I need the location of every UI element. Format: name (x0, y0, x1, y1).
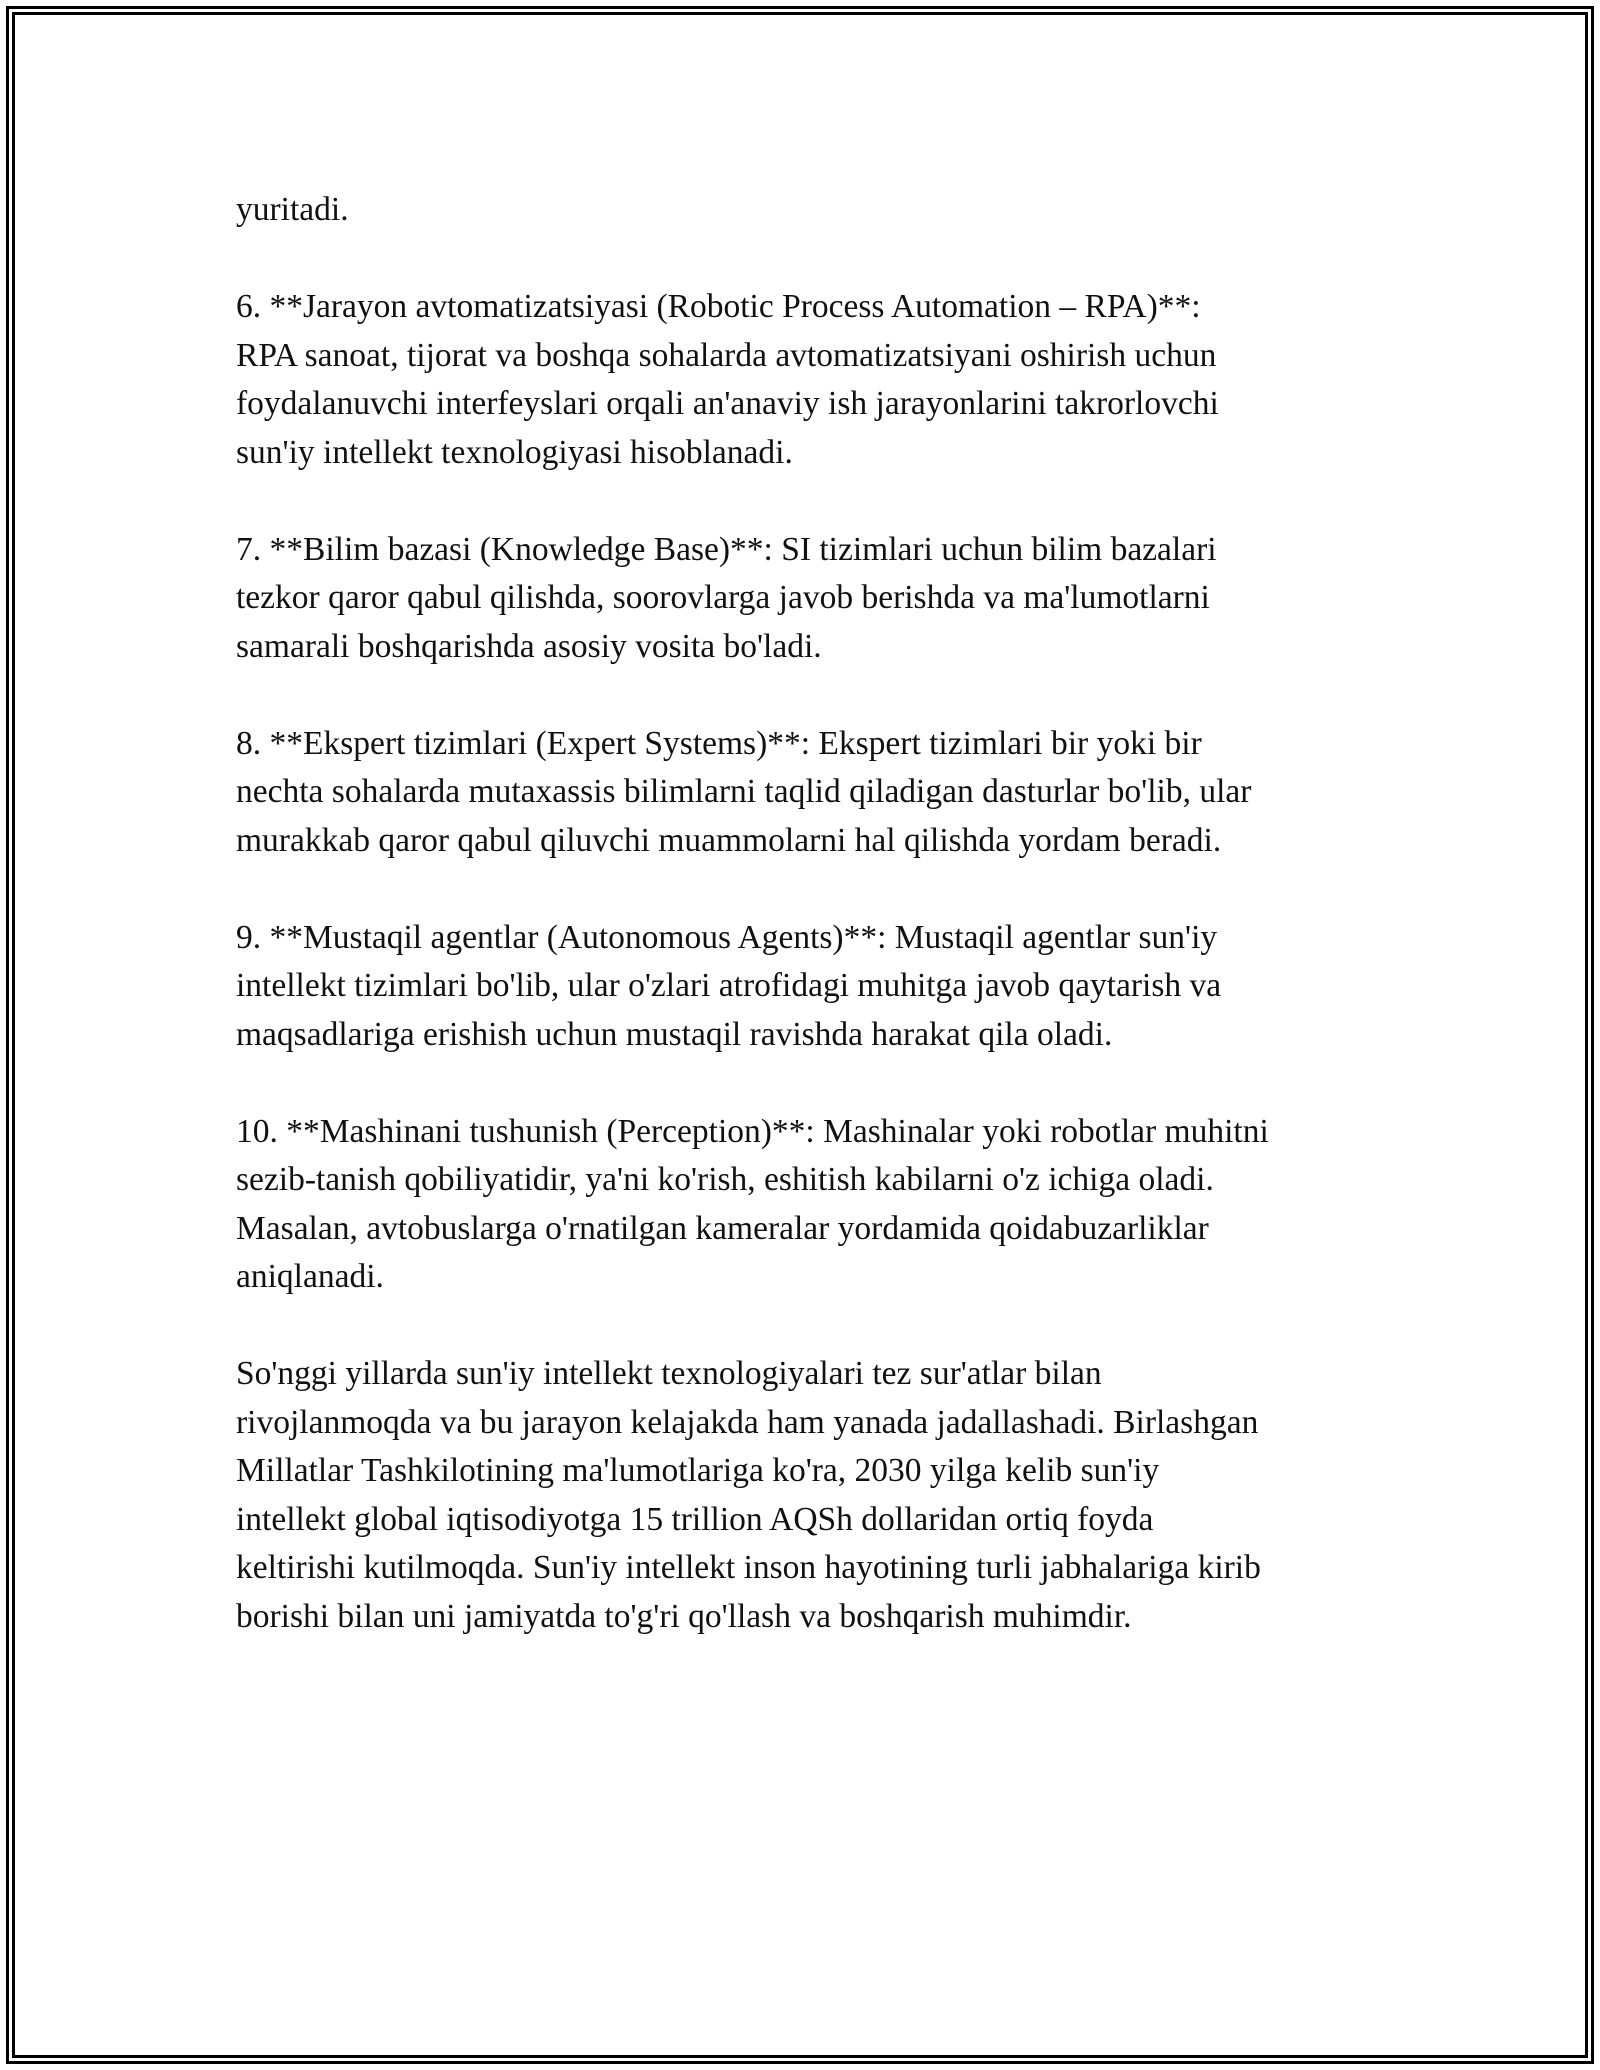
text-line: murakkab qaror qabul qiluvchi muammolarni hal qilishda yordam beradi. (236, 821, 1222, 859)
text-line: 10. **Mashinani tushunish (Perception)**: Mashinalar yoki robotlar muhitni (236, 1112, 1269, 1150)
text-line: RPA sanoat, tijorat va boshqa sohalarda avtomatizatsiyani oshirish uchun (236, 336, 1217, 374)
paragraph-continuation (236, 186, 1386, 235)
text-line: samarali boshqarishda asosiy vosita bo'ladi. (236, 627, 822, 665)
text-line: intellekt tizimlari bo'lib, ular o'zlari atrofidagi muhitga javob qaytarish va (236, 967, 1222, 1004)
text-line: aniqlanadi. (236, 1258, 384, 1295)
text-line: sezib-tanish qobiliyatidir, ya'ni ko'rish, eshitish kabilarni o'z ichiga oladi. (236, 1161, 1214, 1198)
text-line: So'nggi yillarda sun'iy intellekt texnologiyalari tez sur'atlar bilan (236, 1355, 1102, 1392)
text-line: yuritadi. (236, 191, 349, 228)
text-line: 7. **Bilim bazasi (Knowledge Base)**: SI tizimlari uchun bilim bazalari (236, 530, 1217, 568)
text-line: maqsadlariga erishish uchun mustaqil ravishda harakat qila oladi. (236, 1015, 1113, 1053)
paragraph-item-10-perception (236, 1108, 1386, 1302)
text-line: intellekt global iqtisodiyotga 15 trillion AQSh dollaridan ortiq foyda (236, 1500, 1154, 1538)
text-line: 6. **Jarayon avtomatizatsiyasi (Robotic Process Automation – RPA)**: (236, 288, 1201, 325)
text-line: sun'iy intellekt texnologiyasi hisoblanadi. (236, 433, 793, 471)
paragraph-item-6-rpa (236, 283, 1386, 477)
paragraph-item-9-autonomous-agents (236, 914, 1386, 1060)
text-line: 9. **Mustaqil agentlar (Autonomous Agents)**: Mustaqil agentlar sun'iy (236, 918, 1218, 956)
text-line: borishi bilan uni jamiyatda to'g'ri qo'llash va boshqarish muhimdir. (236, 1597, 1132, 1635)
text-line: foydalanuvchi interfeyslari orqali an'anaviy ish jarayonlarini takrorlovchi (236, 385, 1219, 422)
text-line: Millatlar Tashkilotining ma'lumotlariga ko'ra, 2030 yilga kelib sun'iy (236, 1452, 1160, 1489)
text-line: Masalan, avtobuslarga o'rnatilgan kameralar yordamida qoidabuzarliklar (236, 1209, 1209, 1247)
text-line: nechta sohalarda mutaxassis bilimlarni taqlid qiladigan dasturlar bo'lib, ular (236, 773, 1252, 810)
text-line: rivojlanmoqda va bu jarayon kelajakda ham yanada jadallashadi. Birlashgan (236, 1403, 1259, 1441)
paragraph-item-8-expert-systems (236, 720, 1386, 866)
document-body (236, 186, 1386, 1690)
paragraph-item-7-knowledge-base (236, 526, 1386, 672)
text-line: tezkor qaror qabul qilishda, soorovlarga javob berishda va ma'lumotlarni (236, 579, 1210, 616)
text-line: keltirishi kutilmoqda. Sun'iy intellekt inson hayotining turli jabhalariga kirib (236, 1549, 1261, 1586)
paragraph-conclusion (236, 1350, 1386, 1641)
text-line: 8. **Ekspert tizimlari (Expert Systems)**: Ekspert tizimlari bir yoki bir (236, 724, 1202, 762)
